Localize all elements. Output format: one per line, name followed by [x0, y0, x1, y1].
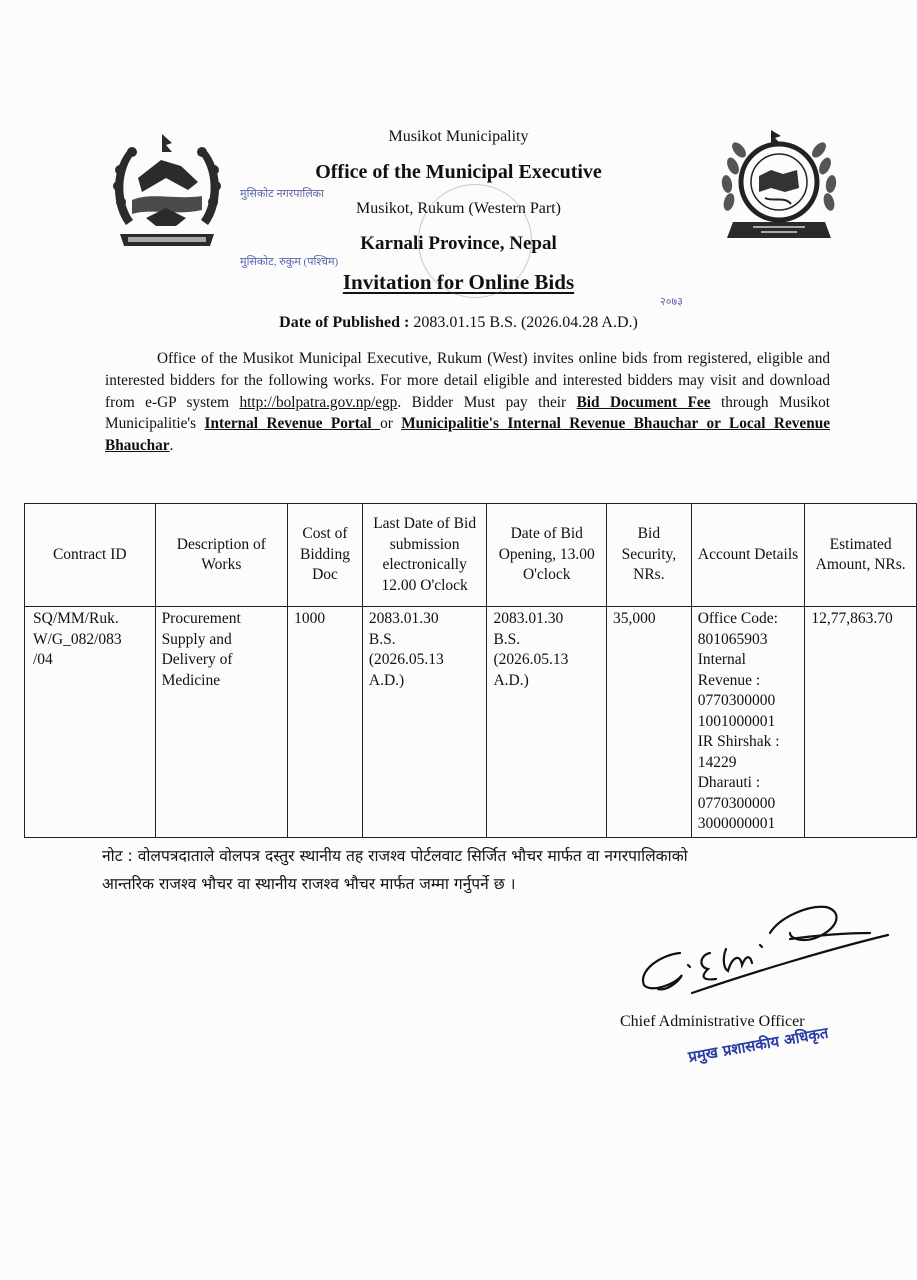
nepali-note: [102, 842, 862, 898]
office-stamp-text-2: मुसिकोट, रुकुम (पश्चिम): [240, 256, 339, 268]
office-name: Office of the Municipal Executive: [315, 161, 602, 183]
description-line: Medicine: [161, 671, 221, 689]
last-date-line: A.D.): [368, 671, 405, 689]
intro-text-2: . Bidder Must pay their: [397, 393, 577, 411]
cell-opening-date: [487, 607, 607, 838]
header-last-date: Last Date of Bid submission electronically 12.00 O'clock: [362, 504, 487, 607]
cell-contract-id: [25, 607, 156, 838]
account-line: Dharauti :: [697, 774, 761, 791]
account-line: 801065903: [697, 630, 768, 648]
bids-table: [24, 503, 917, 838]
cell-bid-security: 35,000: [607, 607, 692, 838]
note-line-1: नोट : वोलपत्रदाताले वोलपत्र दस्तुर स्थानीय तह राजश्व पोर्टलवाट सिर्जित भौचर मार्फत वा नगरपालिकाको: [102, 847, 688, 865]
municipality-name: Musikot Municipality: [388, 128, 529, 145]
office-stamp-text-1: मुसिकोट नगरपालिका: [240, 188, 324, 200]
account-line: 0770300000: [697, 692, 776, 709]
published-date-label: Date of Published :: [279, 314, 410, 331]
account-line: Internal: [697, 651, 746, 668]
signatory-title: Chief Administrative Officer: [620, 1013, 805, 1030]
official-stamp-text: प्रमुख प्रशासकीय अधिकृत: [686, 1023, 830, 1066]
account-line: Revenue :: [697, 671, 761, 689]
account-line: 1001000001: [697, 712, 776, 730]
cell-cost: 1000: [288, 607, 363, 838]
account-line: IR Shirshak :: [697, 733, 780, 750]
contract-id-line: /04: [33, 651, 53, 668]
header-contract-id: Contract ID: [25, 504, 156, 607]
cell-account-details: [691, 607, 805, 838]
cell-description: [155, 607, 288, 838]
opening-date-line: A.D.): [493, 671, 529, 689]
header-description: Description of Works: [155, 504, 288, 607]
opening-date-line: 2083.01.30: [493, 610, 564, 627]
office-stamp: [418, 184, 532, 298]
egp-link[interactable]: http://bolpatra.gov.np/egp: [239, 393, 398, 411]
note-line-2: आन्तरिक राजश्व भौचर वा स्थानीय राजश्व भौचर मार्फत जम्मा गर्नुपर्ने छ ।: [102, 875, 516, 893]
intro-text-4: or: [380, 415, 402, 433]
description-line: Procurement: [161, 610, 241, 627]
cell-last-date: [362, 607, 487, 838]
office-stamp-text-3: २०७३: [660, 296, 683, 308]
header-bid-security: Bid Security, NRs.: [607, 504, 692, 607]
last-date-line: (2026.05.13: [368, 651, 444, 668]
published-date-value: 2083.01.15 B.S. (2026.04.28 A.D.): [413, 314, 638, 331]
published-date: [0, 313, 917, 333]
revenue-bhauchar: Municipalitie's Internal Revenue Bhauchar or Local Revenue Bhauchar: [105, 415, 830, 455]
cell-estimated-amount: 12,77,863.70: [805, 607, 917, 838]
account-line: 0770300000: [697, 794, 776, 812]
intro-paragraph: [105, 348, 830, 457]
last-date-line: B.S.: [368, 630, 396, 648]
table-row: [25, 607, 917, 838]
intro-text-3: through Musikot Municipalitie's: [105, 393, 830, 433]
header-cost: Cost of Bidding Doc: [288, 504, 363, 607]
signature-image: [630, 893, 890, 1003]
opening-date-line: (2026.05.13: [493, 651, 569, 668]
header-account-details: Account Details: [691, 504, 805, 607]
opening-date-line: B.S.: [493, 630, 521, 648]
header-estimated-amount: Estimated Amount, NRs.: [805, 504, 917, 607]
contract-id-line: W/G_082/083: [33, 630, 122, 648]
account-line: 3000000001: [697, 815, 776, 832]
internal-revenue-portal: Internal Revenue Portal: [204, 415, 381, 433]
description-line: Delivery of: [161, 651, 233, 668]
description-line: Supply and: [161, 630, 232, 648]
province-name: Karnali Province, Nepal: [360, 233, 557, 254]
header-opening-date: Date of Bid Opening, 13.00 O'clock: [487, 504, 607, 607]
intro-text-5: .: [169, 437, 174, 455]
last-date-line: 2083.01.30: [368, 610, 439, 627]
contract-id-line: SQ/MM/Ruk.: [33, 610, 119, 627]
account-line: Office Code:: [697, 610, 778, 627]
account-line: 14229: [697, 753, 737, 771]
bid-document-fee: Bid Document Fee: [576, 393, 711, 411]
office-address: Musikot, Rukum (Western Part): [356, 200, 561, 217]
intro-text-1: Office of the Musikot Municipal Executive, Rukum (West) invites online bids from registered, eligible and interested bidders for the following works. For more detail eligible and interested bidders may visit and download from e-GP system: [105, 350, 830, 411]
document-title-text: Invitation for Online Bids: [342, 270, 575, 294]
table-header-row: [25, 504, 917, 607]
